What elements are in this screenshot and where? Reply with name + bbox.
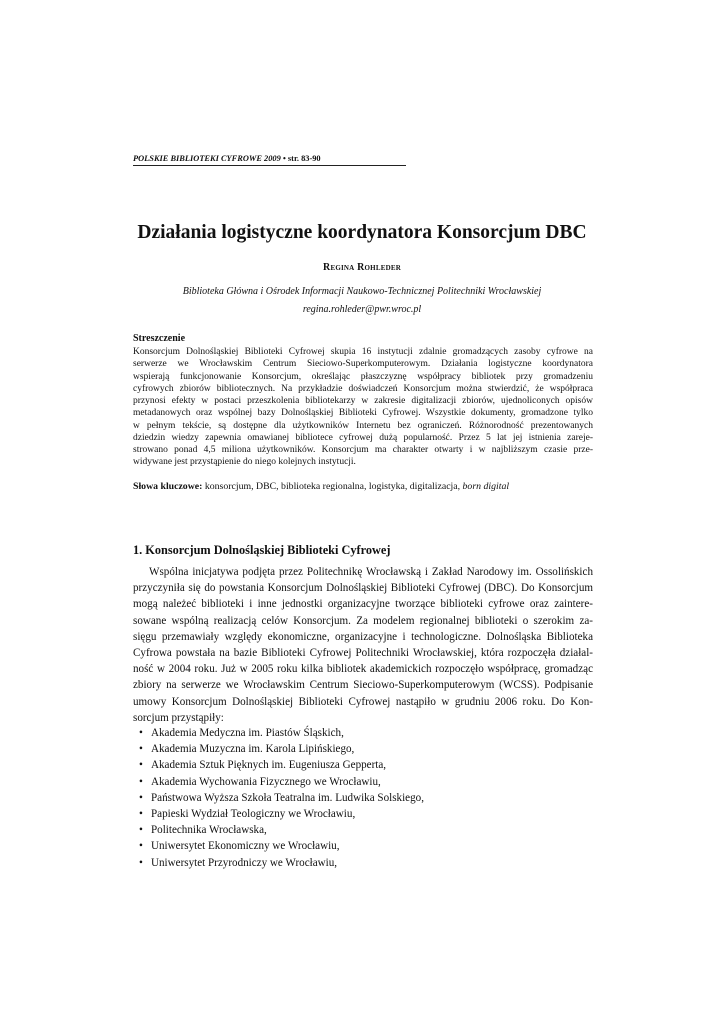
paragraph-line: zbiory na serwerze we Wrocławskim Centrum Sieciowo-Superkomputerowym (WCSS). Podpisanie (133, 679, 593, 692)
abstract-line: cyfrowych zbiorów bibliotecznych. Na przykładzie doświadczeń Konsorcjum można stwierdzić, że współpraca (133, 383, 593, 394)
section-body (133, 564, 593, 726)
paragraph-line: ność w 2004 roku. Już w 2005 roku kilka bibliotek akademickich rozpoczęło współpracę, gromadząc (133, 663, 593, 676)
list-item (133, 725, 424, 741)
list-item-text: Uniwersytet Przyrodniczy we Wrocławiu, (151, 856, 338, 869)
keywords-text: konsorcjum, DBC, biblioteka regionalna, logistyka, digitalizacja, (204, 481, 461, 492)
author-email: regina.rohleder@pwr.wroc.pl (302, 304, 422, 315)
keywords-label: Słowa kluczowe: (133, 481, 203, 492)
abstract-line: strowano ponad 4,5 miliona użytkowników. Konsorcjum ma charakter otwarty i w najbliższym czasie prze- (133, 445, 593, 455)
abstract-line: metadanowych oraz wspólnej bazy Dolnośląskiej Biblioteki Cyfrowej. Wszystkie dokumenty, gromadzone tylko (133, 408, 593, 419)
list-item (133, 855, 424, 871)
list-item (133, 790, 424, 806)
running-header (133, 154, 406, 166)
abstract-line: widywane jest przystąpienie do niego kolejnych instytucji. (133, 457, 356, 468)
list-item-text: Akademia Muzyczna im. Karola Lipińskiego, (151, 743, 355, 756)
bullet-icon: • (139, 856, 143, 869)
list-item (133, 838, 424, 854)
author-name: Regina Rohleder (323, 262, 401, 273)
bullet-icon: • (139, 775, 143, 788)
abstract-line: Konsorcjum Dolnośląskiej Biblioteki Cyfrowej skupia 16 instytucji zdalnie gromadzących zasoby cyfrowe na (133, 347, 593, 357)
paragraph-line: Wspólna inicjatywa podjęta przez Politechnikę Wrocławską i Zakład Narodowy im. Ossolińskich (149, 566, 593, 578)
abstract-line: przynosi efekty w postaci przeszkolenia bibliotekarzy w zakresie digitalizacji zbiorów, ujednoliconych opisów (133, 396, 593, 406)
paragraph-line: sorcjum przystąpiły: (133, 711, 224, 724)
bullet-icon: • (139, 727, 143, 739)
keywords (133, 481, 603, 492)
list-item-text: Uniwersytet Ekonomiczny we Wrocławiu, (151, 840, 340, 853)
list-item (133, 774, 424, 790)
member-list (133, 725, 424, 871)
bullet-icon: • (139, 759, 143, 772)
bullet-icon: • (139, 824, 143, 837)
journal-name: POLSKIE BIBLIOTEKI CYFROWE 2009 (133, 154, 281, 163)
paragraph-line: umowy Konsorcjum Dolnośląskiej Biblioteki Cyfrowej nastąpiło w grudniu 2006 roku. Do Kon- (133, 695, 593, 708)
article-title: Działania logistyczne koordynatora Konsorcjum DBC (137, 222, 587, 243)
page-range: str. 83-90 (287, 154, 321, 163)
list-item-text: Akademia Sztuk Pięknych im. Eugeniusza Gepperta, (151, 759, 387, 772)
paragraph-line: Cyfrowa powstała na bazie Biblioteki Cyfrowej Politechniki Wrocławskiej, która rozpoczęła działal- (133, 647, 593, 660)
paragraph-line: przyczyniła się do powstania Konsorcjum Dolnośląskiej Biblioteki Cyfrowej (DBC). Do Konsorcjum (133, 582, 593, 595)
bullet-icon: • (139, 840, 143, 853)
abstract-line: serwerze we Wrocławskim Centrum Sieciowo-Superkomputerowym. Działania logistyczne koordynatora (133, 359, 593, 370)
list-item (133, 757, 424, 773)
abstract-line: dziedzin wiedzy zapewnia omawianej bibliotece cyfrowej dużą popularność. Przez 5 lat jej istnienia zareje- (133, 432, 593, 443)
section-heading: 1. Konsorcjum Dolnośląskiej Biblioteki Cyfrowej (133, 543, 391, 557)
list-item (133, 806, 424, 822)
list-item-text: Akademia Medyczna im. Piastów Śląskich, (151, 727, 344, 739)
author-affiliation: Biblioteka Główna i Ośrodek Informacji Naukowo-Technicznej Politechniki Wrocławskiej (182, 286, 542, 297)
list-item (133, 822, 424, 838)
header-separator: • (282, 154, 286, 163)
abstract-text (133, 346, 593, 469)
bullet-icon: • (139, 808, 143, 821)
keywords-italic: born digital (462, 481, 510, 492)
list-item-text: Papieski Wydział Teologiczny we Wrocławiu, (151, 808, 356, 821)
paragraph-line: sięgu przemawiały względy ekonomiczne, organizacyjne i technologiczne. Dolnośląska Biblioteka (133, 630, 593, 643)
bullet-icon: • (139, 743, 143, 756)
list-item-text: Państwowa Wyższa Szkoła Teatralna im. Ludwika Solskiego, (151, 791, 424, 804)
paragraph-line: mogą należeć biblioteki i inne jednostki organizacyjne tworzące biblioteki cyfrowe oraz zaintere- (133, 598, 593, 611)
list-item-text: Akademia Wychowania Fizycznego we Wrocławiu, (151, 775, 381, 788)
abstract-heading: Streszczenie (133, 333, 186, 344)
list-item (133, 741, 424, 757)
abstract-line: w pełnym tekście, są dostępne dla użytkowników Internetu bez ograniczeń. Różnorodność prezentowanych (133, 420, 593, 431)
paragraph-line: sowane wspólną realizacją celów Konsorcjum. Za modelem regionalnej biblioteki o szerokim za- (133, 614, 593, 627)
abstract-line: wspierają funkcjonowanie Konsorcjum, określając płaszczyznę współpracy bibliotek przy gromadzeniu (133, 371, 593, 382)
list-item-text: Politechnika Wrocławska, (151, 824, 267, 837)
bullet-icon: • (139, 791, 143, 804)
